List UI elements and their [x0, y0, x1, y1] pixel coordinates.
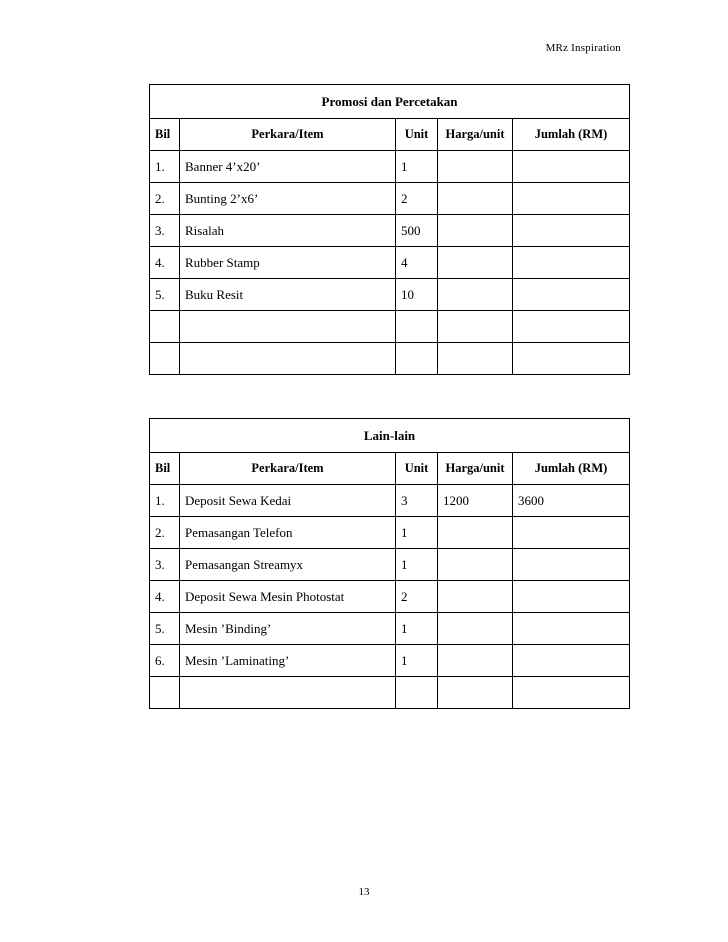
- table-row: [150, 311, 630, 343]
- cell-price: [438, 343, 513, 375]
- cell-total: [513, 517, 630, 549]
- cell-item: [180, 677, 396, 709]
- cell-unit: [396, 677, 438, 709]
- table-title: Promosi dan Percetakan: [150, 85, 630, 119]
- page-number: 13: [358, 886, 370, 898]
- page-header: MRz Inspiration: [545, 42, 621, 54]
- cell-unit: 2: [396, 581, 438, 613]
- table-row: [150, 549, 630, 581]
- cell-item: Pemasangan Telefon: [180, 517, 396, 549]
- cell-price: 1200: [438, 485, 513, 517]
- cell-unit: 1: [396, 151, 438, 183]
- cell-price: [438, 311, 513, 343]
- cell-total: [513, 279, 630, 311]
- cell-item: Risalah: [180, 215, 396, 247]
- cell-bil: 6.: [150, 645, 180, 677]
- cell-bil: 4.: [150, 581, 180, 613]
- cell-bil: [150, 677, 180, 709]
- header-total: Jumlah (RM): [513, 453, 630, 485]
- cell-total: [513, 215, 630, 247]
- cell-bil: 2.: [150, 517, 180, 549]
- cell-unit: 1: [396, 613, 438, 645]
- cell-price: [438, 247, 513, 279]
- cell-total: [513, 183, 630, 215]
- cell-total: [513, 311, 630, 343]
- cell-price: [438, 151, 513, 183]
- table-body: [150, 485, 630, 709]
- cell-price: [438, 215, 513, 247]
- table-row: [150, 645, 630, 677]
- cell-item: Pemasangan Streamyx: [180, 549, 396, 581]
- cell-unit: [396, 311, 438, 343]
- cell-unit: 1: [396, 549, 438, 581]
- cell-price: [438, 517, 513, 549]
- table-header-row: [150, 119, 630, 151]
- cell-item: [180, 311, 396, 343]
- cell-total: [513, 151, 630, 183]
- cell-item: Deposit Sewa Mesin Photostat: [180, 581, 396, 613]
- cell-item: [180, 343, 396, 375]
- cell-unit: 1: [396, 517, 438, 549]
- cell-unit: 3: [396, 485, 438, 517]
- cell-item: Bunting 2’x6’: [180, 183, 396, 215]
- table-row: [150, 343, 630, 375]
- header-price: Harga/unit: [438, 453, 513, 485]
- cell-price: [438, 677, 513, 709]
- cell-bil: 3.: [150, 215, 180, 247]
- cell-total: [513, 645, 630, 677]
- cell-bil: [150, 311, 180, 343]
- cell-unit: 1: [396, 645, 438, 677]
- cell-item: Banner 4’x20’: [180, 151, 396, 183]
- table-row: [150, 279, 630, 311]
- cell-bil: 4.: [150, 247, 180, 279]
- table-row: [150, 183, 630, 215]
- cell-item: Deposit Sewa Kedai: [180, 485, 396, 517]
- header-bil: Bil: [150, 453, 180, 485]
- cell-unit: [396, 343, 438, 375]
- cell-price: [438, 645, 513, 677]
- cell-item: Mesin ’Binding’: [180, 613, 396, 645]
- cell-price: [438, 279, 513, 311]
- cell-item: Mesin ’Laminating’: [180, 645, 396, 677]
- header-item: Perkara/Item: [180, 453, 396, 485]
- header-unit: Unit: [396, 453, 438, 485]
- cell-unit: 500: [396, 215, 438, 247]
- table-row: [150, 581, 630, 613]
- cell-total: 3600: [513, 485, 630, 517]
- cell-total: [513, 581, 630, 613]
- header-price: Harga/unit: [438, 119, 513, 151]
- cell-bil: 5.: [150, 279, 180, 311]
- cell-bil: 1.: [150, 151, 180, 183]
- cell-bil: 5.: [150, 613, 180, 645]
- cell-bil: [150, 343, 180, 375]
- cell-unit: 10: [396, 279, 438, 311]
- cell-total: [513, 343, 630, 375]
- cell-price: [438, 581, 513, 613]
- cell-total: [513, 677, 630, 709]
- table-body: [150, 151, 630, 375]
- cell-item: Rubber Stamp: [180, 247, 396, 279]
- cell-total: [513, 247, 630, 279]
- header-item: Perkara/Item: [180, 119, 396, 151]
- cell-unit: 2: [396, 183, 438, 215]
- cell-price: [438, 613, 513, 645]
- cell-total: [513, 549, 630, 581]
- table-row: [150, 677, 630, 709]
- table-header-row: [150, 453, 630, 485]
- cell-price: [438, 549, 513, 581]
- cell-item: Buku Resit: [180, 279, 396, 311]
- cell-bil: 3.: [150, 549, 180, 581]
- cell-unit: 4: [396, 247, 438, 279]
- table-lain-lain: [149, 418, 630, 709]
- table-row: [150, 485, 630, 517]
- header-unit: Unit: [396, 119, 438, 151]
- table-promosi: [149, 84, 630, 375]
- header-bil: Bil: [150, 119, 180, 151]
- table-row: [150, 517, 630, 549]
- table-title: Lain-lain: [150, 419, 630, 453]
- cell-price: [438, 183, 513, 215]
- header-total: Jumlah (RM): [513, 119, 630, 151]
- cell-bil: 1.: [150, 485, 180, 517]
- table-row: [150, 151, 630, 183]
- table-row: [150, 247, 630, 279]
- cell-total: [513, 613, 630, 645]
- table-row: [150, 215, 630, 247]
- table-row: [150, 613, 630, 645]
- cell-bil: 2.: [150, 183, 180, 215]
